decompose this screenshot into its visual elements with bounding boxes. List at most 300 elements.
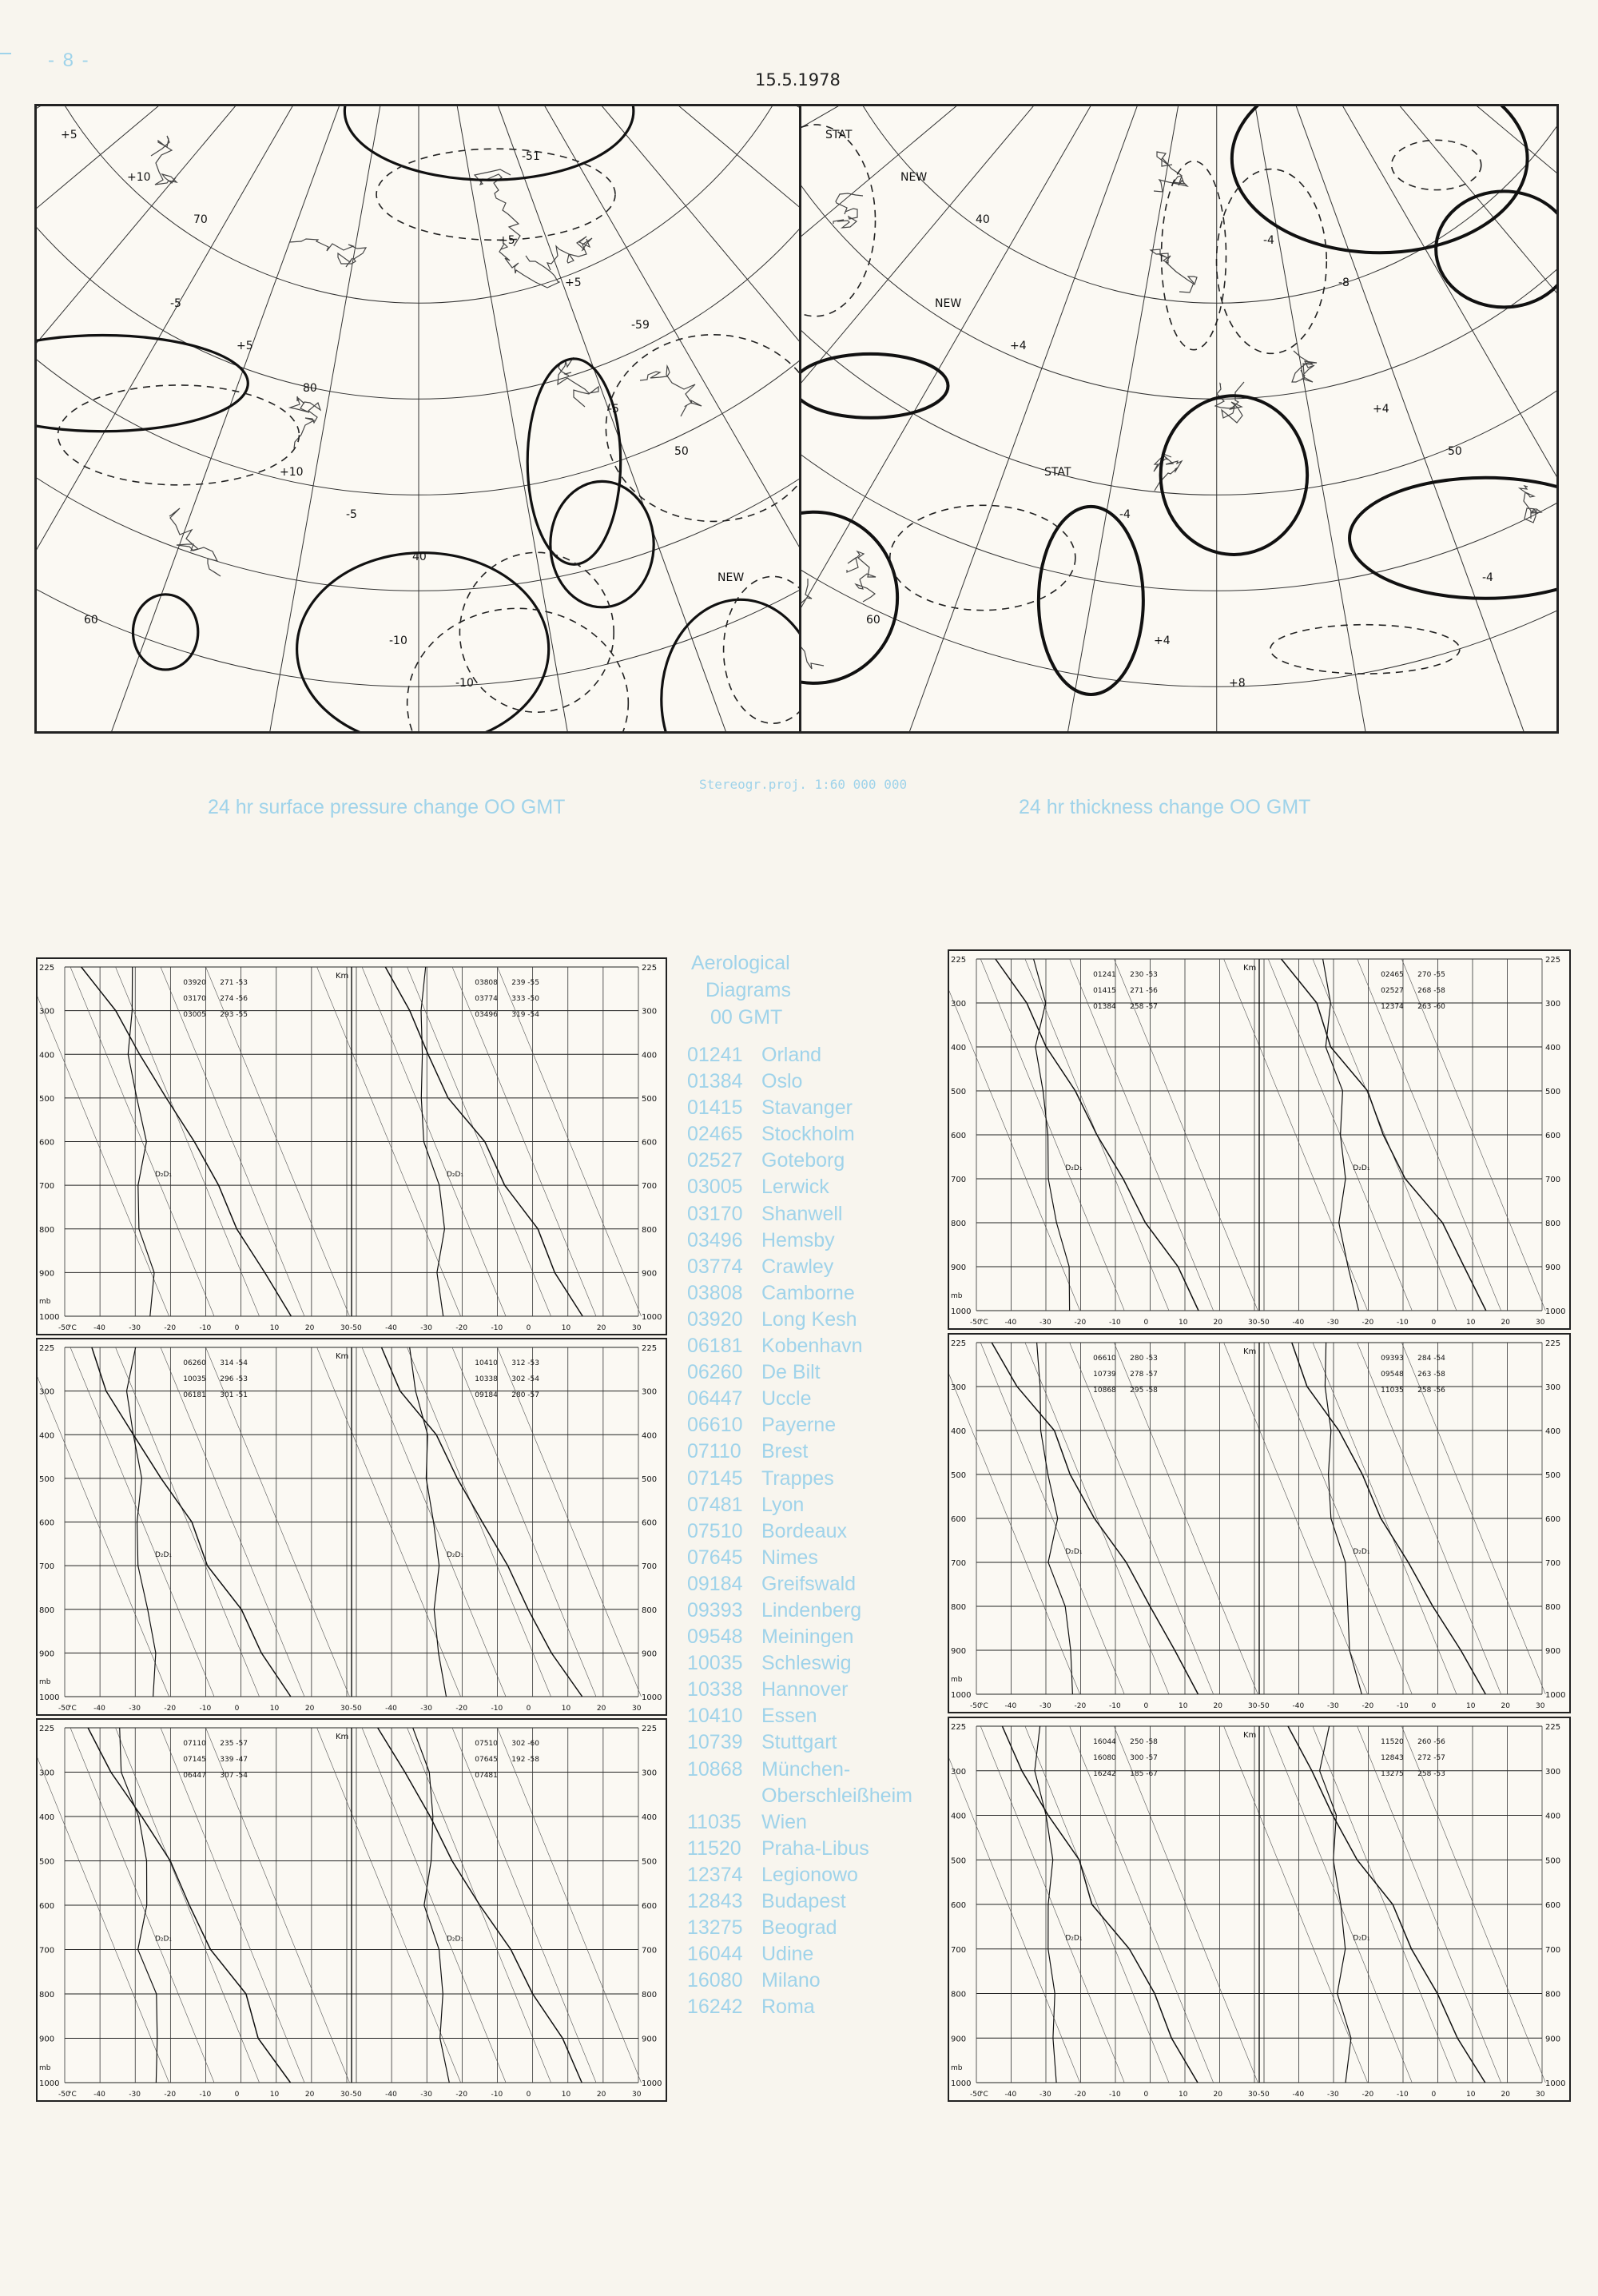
temp-tick: -20	[1361, 1702, 1374, 1710]
station-id: 01384	[687, 1070, 743, 1093]
station-name: Goteborg	[761, 1149, 845, 1172]
pressure-label: 225	[39, 1725, 55, 1733]
map-label: +5	[499, 234, 515, 247]
temp-tick: -30	[420, 1324, 432, 1332]
diagram-station-value: 192 -58	[511, 1756, 540, 1764]
pressure-label: 1000	[951, 2079, 972, 2088]
pressure-label-right: 700	[1545, 1945, 1561, 1955]
station-row	[687, 1333, 951, 1359]
temp-tick: 0	[526, 1324, 531, 1332]
temp-tick: 30	[1248, 1319, 1258, 1327]
map-label: -5	[346, 508, 357, 521]
pressure-label-right: 1000	[1545, 1307, 1566, 1316]
temp-tick: -40	[1292, 1702, 1305, 1710]
temp-tick: -10	[1397, 1319, 1409, 1327]
diagram-station-value: 300 -57	[1130, 1754, 1158, 1762]
map-label: -8	[1338, 277, 1350, 289]
pressure-label-right: 900	[642, 2035, 658, 2044]
km-label: Km	[1243, 1347, 1257, 1356]
pressure-label: 700	[951, 1559, 967, 1568]
projection-note: Stereogr.proj. 1:60 000 000	[699, 777, 908, 792]
diagram-station-value: 258 -57	[1130, 1003, 1158, 1011]
aerological-panel-2	[36, 1338, 667, 1716]
coastline	[1520, 486, 1541, 523]
diagram-station-id: 10410	[475, 1359, 498, 1367]
station-row	[687, 1809, 951, 1836]
diagram-station-id: 10868	[1093, 1387, 1116, 1395]
pressure-label: 225	[951, 956, 967, 965]
pressure-label-right: 800	[1545, 1603, 1561, 1612]
pressure-label-right: 400	[1545, 1044, 1561, 1052]
temp-tick: 30	[632, 1324, 642, 1332]
diagram-station-id: 03496	[475, 1011, 498, 1019]
pressure-label-right: 300	[1545, 1383, 1561, 1392]
pressure-label: 900	[951, 1263, 967, 1272]
temp-tick: 30	[1536, 1702, 1545, 1710]
station-id: 07510	[687, 1519, 743, 1542]
meridian-line	[1217, 106, 1494, 731]
pressure-label: 300	[39, 1769, 55, 1778]
station-legend	[687, 949, 951, 2020]
temp-tick: -50	[1258, 1702, 1270, 1710]
station-id: 12843	[687, 1890, 743, 1912]
map-label: 50	[1448, 445, 1462, 458]
coastline	[1215, 382, 1244, 423]
meridian-line	[37, 106, 419, 434]
pressure-label: 900	[39, 2035, 55, 2044]
mb-unit: mb	[951, 1676, 963, 1684]
temp-tick: -20	[1074, 1702, 1087, 1710]
temp-tick: 0	[1431, 2091, 1437, 2099]
coastline	[1154, 152, 1187, 192]
station-name: Hannover	[761, 1678, 849, 1701]
dew-label: D₂D₁	[1065, 1934, 1083, 1943]
pressure-label: 900	[39, 1269, 55, 1279]
pressure-label: 400	[39, 1431, 55, 1441]
pressure-label: 900	[39, 1649, 55, 1659]
diagram-station-id: 10338	[475, 1375, 498, 1383]
station-row	[687, 1968, 951, 1994]
pressure-label-right: 800	[642, 1225, 658, 1235]
km-label: Km	[1243, 1731, 1257, 1740]
station-row	[687, 1545, 951, 1571]
station-name: Bordeaux	[761, 1519, 848, 1542]
temp-tick: -40	[93, 1705, 105, 1713]
temp-tick: 30	[1248, 1702, 1258, 1710]
diagram-station-id: 06447	[183, 1772, 206, 1780]
temp-tick: -30	[129, 1324, 141, 1332]
temp-tick: 20	[304, 2091, 315, 2099]
diagram-station-value: 280 -57	[511, 1391, 540, 1399]
dew-label: D₂D₁	[446, 1171, 464, 1180]
aerological-panel-6	[948, 1717, 1571, 2102]
map-right-svg	[801, 106, 1556, 731]
meridian-line	[37, 106, 419, 731]
temp-tick: -50	[1258, 1319, 1270, 1327]
temp-tick: -50	[350, 1324, 362, 1332]
station-row	[687, 1095, 951, 1121]
station-row	[687, 1466, 951, 1492]
map-label: +5	[61, 129, 78, 141]
pressure-label-right: 1000	[1545, 2079, 1566, 2088]
diagram-station-id: 03170	[183, 995, 206, 1003]
station-id: 10035	[687, 1652, 743, 1675]
temp-unit: °C	[68, 2091, 77, 2099]
map-label: +10	[127, 171, 151, 184]
station-name: Milano	[761, 1969, 821, 1992]
pressure-label: 700	[39, 1562, 55, 1572]
temp-tick: -10	[491, 2091, 503, 2099]
station-row	[687, 1307, 951, 1333]
temp-tick: 0	[526, 2091, 531, 2099]
pressure-label: 300	[39, 1387, 55, 1397]
pressure-label: 600	[951, 1901, 967, 1910]
dew-label: D₂D₁	[1065, 1164, 1083, 1172]
dew-label: D₂D₁	[1353, 1934, 1370, 1943]
meridian-line	[37, 106, 419, 731]
thickness-change-map	[799, 104, 1559, 734]
pressure-label-right: 800	[642, 1606, 658, 1615]
pressure-label-right: 225	[642, 1344, 658, 1353]
pressure-label-right: 900	[642, 1649, 658, 1659]
temp-tick: -50	[970, 1702, 982, 1710]
pressure-label: 225	[39, 1344, 55, 1353]
map-label: -51	[522, 150, 540, 163]
pressure-label: 800	[39, 1991, 55, 2000]
temp-tick: 0	[234, 1705, 240, 1713]
coastline	[547, 237, 592, 270]
diagram-station-value: 263 -60	[1417, 1003, 1445, 1011]
mb-unit: mb	[39, 1298, 51, 1306]
station-name: Essen	[761, 1705, 817, 1728]
station-id: 06181	[687, 1335, 743, 1358]
station-name: Long Kesh	[761, 1307, 857, 1331]
isoline	[297, 553, 549, 731]
temp-tick: 30	[340, 1324, 350, 1332]
station-name: Nimes	[761, 1546, 818, 1569]
station-row	[687, 1888, 951, 1915]
pressure-label: 1000	[39, 1693, 60, 1702]
temp-tick: -20	[455, 2091, 468, 2099]
map-label: 70	[193, 213, 208, 226]
km-label: Km	[336, 1352, 349, 1361]
station-row	[687, 1571, 951, 1598]
isoline	[133, 595, 197, 670]
dashed-isoline	[58, 385, 299, 485]
pressure-label-right: 1000	[1545, 1691, 1566, 1700]
temp-tick: -10	[1109, 1702, 1121, 1710]
mb-unit: mb	[951, 2064, 963, 2072]
temp-tick: -20	[1361, 1319, 1374, 1327]
pressure-label-right: 500	[642, 1857, 658, 1867]
diagram-station-value: 339 -47	[220, 1756, 248, 1764]
temp-tick: -50	[970, 2091, 982, 2099]
station-row	[687, 1492, 951, 1518]
map-label: NEW	[935, 297, 962, 310]
coastline	[801, 579, 824, 669]
pressure-label: 800	[39, 1225, 55, 1235]
map-label: 40	[976, 213, 990, 226]
mb-unit: mb	[39, 1678, 51, 1686]
pressure-label-right: 500	[1545, 1471, 1561, 1480]
temp-unit: °C	[68, 1324, 77, 1332]
dashed-isoline	[606, 335, 801, 522]
station-id: 16080	[687, 1969, 743, 1992]
pressure-label-right: 1000	[642, 2079, 662, 2088]
station-name: Kobenhavn	[761, 1335, 863, 1358]
diagram-station-id: 06260	[183, 1359, 206, 1367]
diagram-station-id: 02465	[1381, 971, 1404, 979]
diagram-station-value: 295 -58	[1130, 1387, 1158, 1395]
temp-tick: 20	[596, 1705, 606, 1713]
pressure-label-right: 500	[642, 1094, 658, 1104]
diagram-station-id: 10739	[1093, 1371, 1116, 1379]
diagram-station-value: 271 -53	[220, 979, 248, 987]
diagram-station-value: 302 -60	[511, 1740, 540, 1748]
isoline	[662, 599, 801, 731]
temp-tick: -30	[1327, 1319, 1339, 1327]
station-id: 01415	[687, 1096, 743, 1120]
temp-tick: -20	[164, 1324, 177, 1332]
diagram-station-id: 07145	[183, 1756, 206, 1764]
pressure-label-right: 900	[642, 1269, 658, 1279]
surface-pressure-map	[34, 104, 803, 734]
station-id: 06610	[687, 1414, 743, 1437]
pressure-label-right: 300	[642, 1769, 658, 1778]
pressure-label-right: 600	[642, 1902, 658, 1911]
pressure-label-right: 225	[1545, 1723, 1561, 1732]
isoline	[1436, 191, 1556, 307]
station-row	[687, 1836, 951, 1862]
station-name: Uccle	[761, 1387, 812, 1411]
temp-tick: -10	[1397, 1702, 1409, 1710]
dashed-isoline	[724, 576, 801, 723]
map-label: +5	[565, 277, 582, 289]
station-id: 11035	[687, 1810, 741, 1833]
temp-tick: 10	[1466, 1702, 1476, 1710]
meridian-line	[1217, 106, 1556, 731]
dew-label: D₂D₁	[446, 1935, 464, 1944]
diagram-station-value: 280 -53	[1130, 1355, 1158, 1363]
temp-tick: -50	[58, 2091, 70, 2099]
meridian-line	[1217, 106, 1556, 731]
map-label: -10	[455, 677, 474, 690]
meridian-line	[419, 106, 801, 731]
pressure-label-right: 400	[1545, 1812, 1561, 1821]
map-label: -4	[1263, 234, 1274, 247]
station-id: 16242	[687, 1996, 743, 2019]
temp-tick: 10	[561, 1324, 571, 1332]
station-name: Lyon	[761, 1493, 805, 1516]
map-label: 80	[303, 382, 317, 395]
temp-tick: -30	[129, 2091, 141, 2099]
pressure-label-right: 225	[642, 1725, 658, 1733]
diagram-station-value: 293 -55	[220, 1011, 248, 1019]
station-id: 07645	[687, 1546, 743, 1569]
temp-tick: 30	[1536, 2091, 1545, 2099]
temp-tick: 0	[234, 2091, 240, 2099]
map-label: -10	[389, 635, 407, 647]
pressure-label: 700	[951, 1945, 967, 1955]
station-name: Greifswald	[761, 1572, 857, 1595]
page-date: 15.5.1978	[755, 70, 841, 90]
diagram-station-value: 284 -54	[1417, 1355, 1445, 1363]
diagram-station-value: 268 -58	[1417, 987, 1445, 995]
pressure-label-right: 800	[1545, 1990, 1561, 2000]
station-row	[687, 1915, 951, 1941]
pressure-label: 900	[951, 1647, 967, 1656]
station-row	[687, 1042, 951, 1068]
aerological-panel-1	[36, 957, 667, 1335]
temp-tick: -40	[1004, 2091, 1017, 2099]
station-id: 03496	[687, 1228, 743, 1251]
station-row	[687, 1386, 951, 1412]
diagram-station-value: 296 -53	[220, 1375, 248, 1383]
pressure-label-right: 400	[642, 1431, 658, 1441]
diagram-station-id: 07481	[475, 1772, 498, 1780]
station-id: 16044	[687, 1943, 743, 1966]
pressure-label-right: 225	[1545, 956, 1561, 965]
station-row	[687, 1598, 951, 1624]
temp-tick: 0	[1143, 2091, 1149, 2099]
pressure-label: 500	[39, 1857, 55, 1867]
diagram-station-value: 230 -53	[1130, 971, 1158, 979]
pressure-label-right: 600	[1545, 1132, 1561, 1140]
pressure-label: 400	[951, 1427, 967, 1436]
diagram-station-id: 06610	[1093, 1355, 1116, 1363]
legend-title-line3: 00 GMT	[710, 1006, 783, 1029]
temp-tick: -10	[199, 1705, 212, 1713]
temp-tick: -40	[385, 1324, 397, 1332]
diagram-station-value: 333 -50	[511, 995, 540, 1003]
diagram-station-value: 307 -54	[220, 1772, 248, 1780]
station-id: 06260	[687, 1361, 743, 1384]
pressure-label: 300	[951, 1000, 967, 1009]
dashed-isoline	[1392, 140, 1481, 189]
pressure-label-right: 500	[1545, 1088, 1561, 1096]
pressure-label: 400	[951, 1812, 967, 1821]
diagram-station-value: 274 -56	[220, 995, 248, 1003]
diagram-station-id: 01241	[1093, 971, 1116, 979]
corner-mark	[0, 53, 11, 54]
temp-tick: -30	[1327, 2091, 1339, 2099]
mb-unit: mb	[39, 2064, 51, 2072]
pressure-label: 500	[39, 1474, 55, 1484]
diagram-station-id: 09184	[475, 1391, 498, 1399]
pressure-label: 300	[951, 1767, 967, 1777]
temp-tick: -20	[164, 2091, 177, 2099]
station-id: 07145	[687, 1466, 743, 1490]
temp-tick: -50	[350, 2091, 362, 2099]
station-row	[687, 1757, 951, 1783]
diagram-station-id: 01415	[1093, 987, 1116, 995]
temp-tick: -40	[93, 1324, 105, 1332]
temp-tick: 10	[1466, 1319, 1476, 1327]
pressure-label-right: 800	[1545, 1220, 1561, 1228]
meridian-line	[141, 106, 419, 731]
pressure-label-right: 300	[1545, 1000, 1561, 1009]
coastline	[1292, 351, 1317, 382]
temp-tick: -10	[1109, 2091, 1121, 2099]
station-id: 03920	[687, 1307, 743, 1331]
temp-tick: 20	[596, 1324, 606, 1332]
pressure-label: 600	[951, 1132, 967, 1140]
station-row	[687, 1729, 951, 1756]
temp-tick: -10	[1109, 1319, 1121, 1327]
legend-title-line1: Aerological	[691, 952, 790, 974]
isoline	[344, 106, 634, 180]
temp-tick: -30	[1039, 1702, 1051, 1710]
temp-tick: 10	[269, 2091, 280, 2099]
pressure-label: 700	[39, 1182, 55, 1192]
dashed-isoline	[1270, 625, 1460, 674]
diagram-station-id: 07510	[475, 1740, 498, 1748]
station-name: Hemsby	[761, 1228, 835, 1251]
temp-tick: -30	[129, 1705, 141, 1713]
temp-tick: -50	[970, 1319, 982, 1327]
pressure-label-right: 400	[642, 1813, 658, 1822]
temp-tick: -20	[455, 1705, 468, 1713]
temp-tick: -40	[1292, 1319, 1305, 1327]
temp-tick: 10	[1179, 1319, 1188, 1327]
pressure-label-right: 600	[642, 1518, 658, 1528]
diagram-station-value: 270 -55	[1417, 971, 1445, 979]
pressure-label: 900	[951, 2035, 967, 2044]
station-name: Shanwell	[761, 1202, 843, 1225]
station-name: Trappes	[761, 1466, 834, 1490]
pressure-label-right: 1000	[642, 1313, 662, 1322]
meridian-line	[419, 106, 801, 731]
meridian-line	[801, 106, 1217, 434]
pressure-label-right: 500	[642, 1474, 658, 1484]
diagram-station-id: 16044	[1093, 1738, 1116, 1746]
diagram-station-id: 12843	[1381, 1754, 1404, 1762]
page-number: - 8 -	[48, 50, 90, 71]
station-id: 10338	[687, 1678, 743, 1701]
pressure-label: 225	[951, 1339, 967, 1348]
pressure-label: 1000	[951, 1307, 972, 1316]
station-name: Stuttgart	[761, 1731, 837, 1754]
diagram-station-id: 06181	[183, 1391, 206, 1399]
diagram-station-value: 258 -53	[1417, 1770, 1445, 1778]
station-id: 03774	[687, 1255, 743, 1278]
temp-tick: 10	[269, 1324, 280, 1332]
temp-tick: -20	[164, 1705, 177, 1713]
pressure-label: 600	[951, 1515, 967, 1524]
meridian-line	[1217, 106, 1556, 434]
temp-tick: 20	[1213, 1319, 1222, 1327]
temp-unit: °C	[980, 1702, 988, 1710]
diagram-station-id: 07110	[183, 1740, 206, 1748]
station-list	[687, 1042, 951, 2020]
pressure-label-right: 700	[1545, 1559, 1561, 1568]
temp-tick: 10	[561, 2091, 571, 2099]
isoline	[1232, 106, 1528, 253]
pressure-label-right: 700	[642, 1562, 658, 1572]
temp-tick: -40	[385, 1705, 397, 1713]
temp-unit: °C	[980, 2091, 988, 2099]
station-name: Orland	[761, 1044, 822, 1066]
temp-tick: 20	[1213, 1702, 1222, 1710]
map-label: -4	[1482, 571, 1493, 584]
station-id: 13275	[687, 1916, 743, 1940]
km-label: Km	[1243, 964, 1257, 973]
diagram-station-value: 272 -57	[1417, 1754, 1445, 1762]
meridian-line	[37, 106, 419, 731]
temp-tick: -50	[58, 1324, 70, 1332]
station-row	[687, 1228, 951, 1254]
dew-label: D₂D₁	[1065, 1548, 1083, 1556]
